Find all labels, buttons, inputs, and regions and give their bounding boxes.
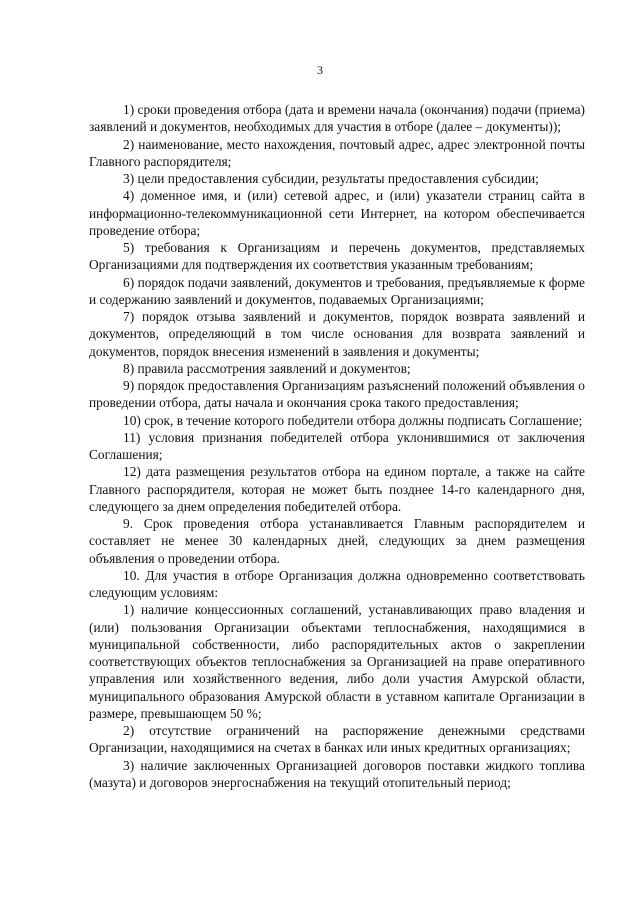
paragraph: 11) условия признания победителей отбора уклонившимися от заключения Соглашения; bbox=[89, 429, 585, 462]
paragraph: 5) требования к Организациям и перечень документов, представляемых Организациями для подтверждения их соответствия указанным требованиям; bbox=[89, 240, 585, 273]
paragraph: 1) сроки проведения отбора (дата и времени начала (окончания) подачи (приема) заявлений и документов, необходимых для участия в отборе (далее – документы)); bbox=[89, 102, 585, 135]
paragraph: 4) доменное имя, и (или) сетевой адрес, и (или) указатели страниц сайта в информационно-телекоммуникационной сети Интернет, на котором обеспечивается проведение отбора; bbox=[89, 188, 585, 238]
paragraph: 2) наименование, место нахождения, почтовый адрес, адрес электронной почты Главного распорядителя; bbox=[89, 136, 585, 169]
page-number: 3 bbox=[317, 63, 323, 77]
document-body bbox=[89, 101, 585, 791]
paragraph: 9) порядок предоставления Организациям разъяснений положений объявления о проведении отбора, даты начала и окончания срока такого предоставления; bbox=[89, 378, 585, 411]
paragraph: 1) наличие концессионных соглашений, устанавливающих право владения и (или) пользования Организации объектами теплоснабжения, находящимися в муниципальной собственности, либо распорядительных актов о закреплении соответствующих объектов теплоснабжения за Организацией на праве оперативного управления или хозяйственного ведения, либо доли участия Амурской области, муниципального образования Амурской области в уставном капитале Организации в размере, превышающем 50 %; bbox=[89, 602, 585, 721]
paragraph: 3) цели предоставления субсидии, результаты предоставления субсидии; bbox=[123, 171, 539, 186]
paragraph: 12) дата размещения результатов отбора на едином портале, а также на сайте Главного распорядителя, которая не может быть позднее 14-го календарного дня, следующего за днем определения победителей отбора. bbox=[89, 464, 585, 514]
paragraph: 10. Для участия в отборе Организация должна одновременно соответствовать следующим условиям: bbox=[89, 567, 585, 600]
paragraph: 10) срок, в течение которого победители отбора должны подписать Соглашение; bbox=[123, 412, 583, 428]
paragraph: 2) отсутствие ограничений на распоряжение денежными средствами Организации, находящимися на счетах в банках или иных кредитных организациях; bbox=[89, 723, 585, 756]
paragraph: 6) порядок подачи заявлений, документов и требования, предъявляемые к форме и содержанию заявлений и документов, подаваемых Организациями; bbox=[89, 274, 585, 307]
paragraph: 3) наличие заключенных Организацией договоров поставки жидкого топлива (мазута) и договоров энергоснабжения на текущий отопительный период; bbox=[89, 757, 585, 790]
paragraph: 9. Срок проведения отбора устанавливается Главным распорядителем и составляет не менее 30 календарных дней, следующих за днем размещения объявления о проведении отбора. bbox=[89, 516, 585, 566]
paragraph: 7) порядок отзыва заявлений и документов, порядок возврата заявлений и документов, определяющий в том числе основания для возврата заявлений и документов, порядок внесения изменений в заявления и документы; bbox=[89, 309, 585, 359]
paragraph: 8) правила рассмотрения заявлений и документов; bbox=[123, 360, 411, 376]
